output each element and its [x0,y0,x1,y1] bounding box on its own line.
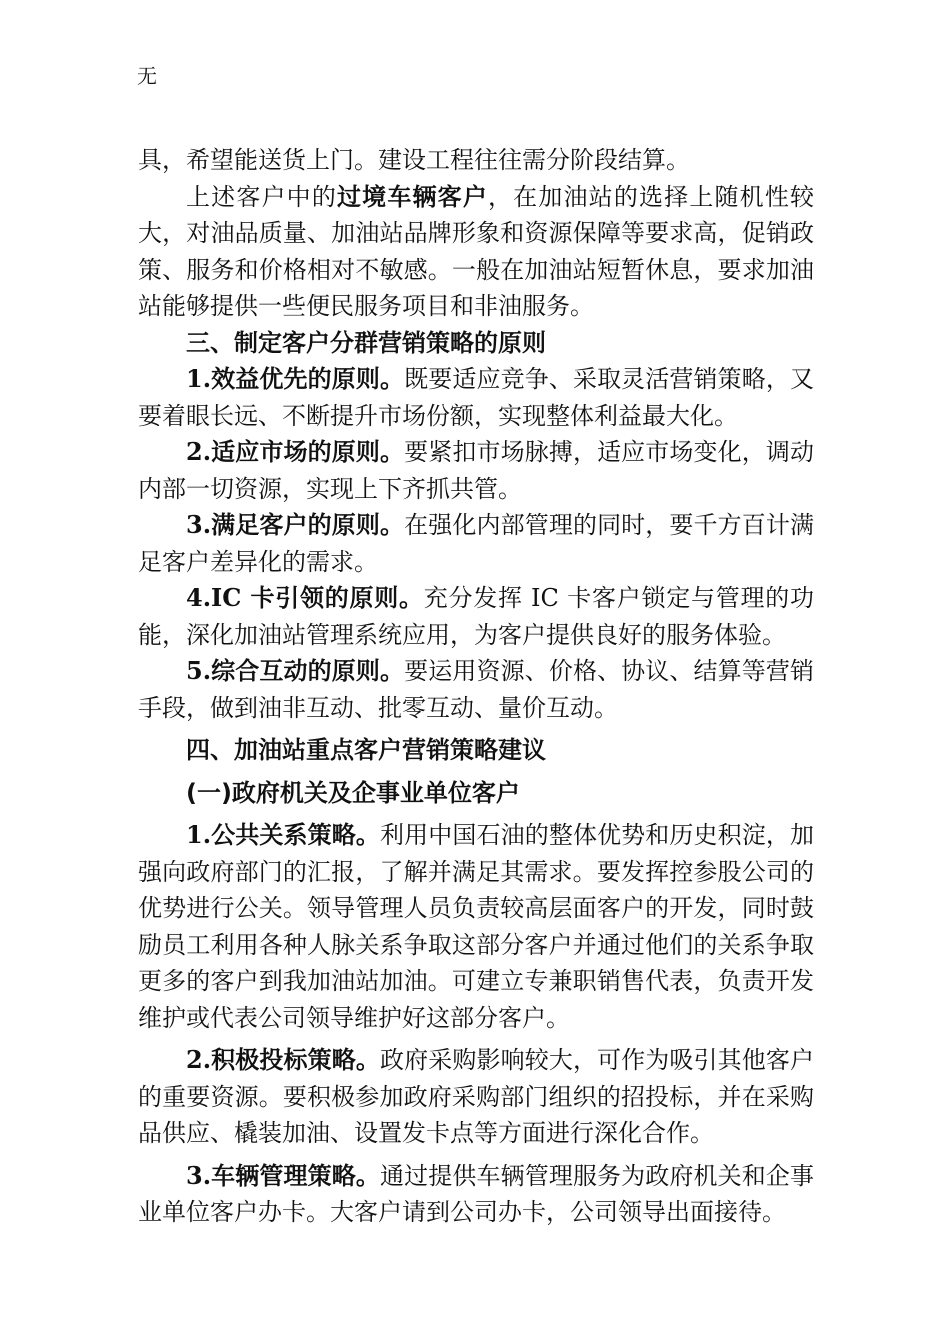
paragraph-transit-customers [138,179,814,325]
principle-title: 3.满足客户的原则。 [186,510,405,539]
page-header-mark: 无 [137,64,157,88]
strategy-item [138,817,814,1036]
principle-title: 4.IC 卡引领的原则。 [186,583,424,612]
principle-text: 既要适应竞争、采取灵活营销策略，又要着眼长远、不断提升市场份额，实现整体利益最大化。 [138,365,815,430]
principle-item [138,580,814,653]
principle-text: 要紧扣市场脉搏，适应市场变化，调动内部一切资源，实现上下齐抓共管。 [138,438,815,503]
principle-item [138,361,814,434]
subsection-heading-1: (一)政府机关及企事业单位客户 [186,778,520,807]
emphasis-transit-vehicle-customers: 过境车辆客户 [337,181,488,211]
paragraph-text: 上述客户中的 [186,182,337,211]
section-heading-3: 三、制定客户分群营销策略的原则 [186,328,546,357]
section-heading-4: 四、加油站重点客户营销策略建议 [186,736,546,764]
strategy-text: 政府采购影响较大，可作为吸引其他客户的重要资源。要积极参加政府采购部门组织的招投标，并在采购品供应、橇装加油、设置发卡点等方面进行深化合作。 [138,1046,814,1147]
strategy-text: 通过提供车辆管理服务为政府机关和企事业单位客户办卡。大客户请到公司办卡，公司领导出面接待。 [138,1161,814,1226]
principle-item [138,507,814,580]
document-body [138,142,814,1231]
paragraph-continuation: 具，希望能送货上门。建设工程往往需分阶段结算。 [138,146,690,174]
strategy-title: 1.公共关系策略。 [186,820,380,849]
principle-title: 2.适应市场的原则。 [186,437,405,466]
strategy-title: 3.车辆管理策略。 [186,1160,380,1190]
principle-item [138,653,814,726]
principle-text: 在强化内部管理的同时，要千方百计满足客户差异化的需求。 [138,511,815,576]
principle-title: 5.综合互动的原则。 [186,656,405,685]
paragraph-text: ，在加油站的选择上随机性较大，对油品质量、加油站品牌形象和资源保障等要求高，促销政策、服务和价格相对不敏感。一般在加油站短暂休息，要求加油站能够提供一些便民服务项目和非油服务。 [138,182,814,320]
strategy-title: 2.积极投标策略。 [186,1045,380,1074]
strategy-item [138,1042,814,1152]
principle-text: 充分发挥 IC 卡客户锁定与管理的功能，深化加油站管理系统应用，为客户提供良好的服务体验。 [138,584,814,649]
strategy-item [138,1158,814,1231]
strategy-text: 利用中国石油的整体优势和历史积淀，加强向政府部门的汇报，了解并满足其需求。要发挥控参股公司的优势进行公关。领导管理人员负责较高层面客户的开发，同时鼓励员工利用各种人脉关系争取这部分客户并通过他们的关系争取更多的客户到我加油站加油。可建立专兼职销售代表，负责开发维护或代表公司领导维护好这部分客户。 [138,821,814,1032]
principle-text: 要运用资源、价格、协议、结算等营销手段，做到油非互动、批零互动、量价互动。 [138,657,815,722]
principle-title: 1.效益优先的原则。 [186,364,405,393]
principle-item [138,434,814,507]
